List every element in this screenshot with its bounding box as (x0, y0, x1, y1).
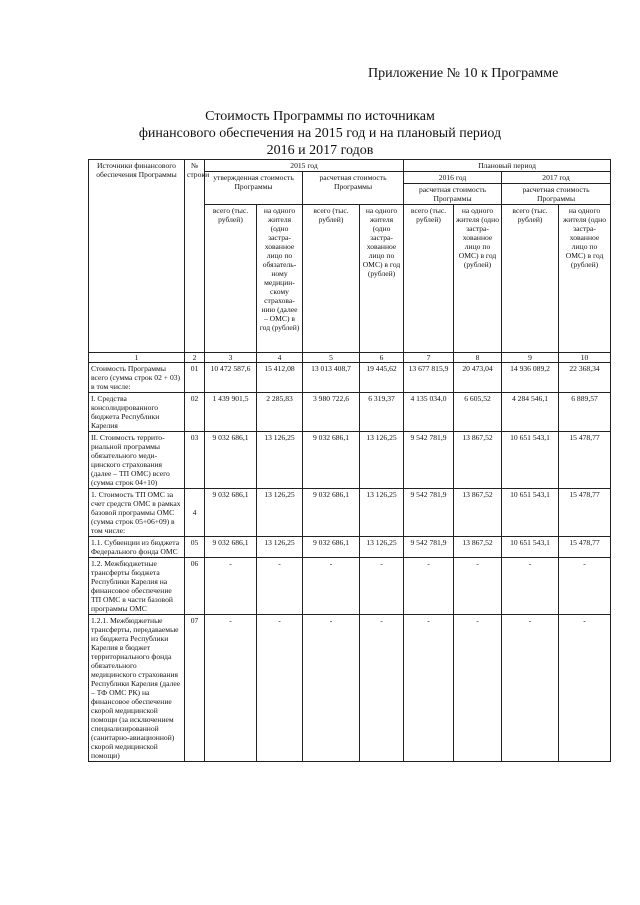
row-label: Стоимость Программы всего (сумма строк 02 + 03) в том числе: (89, 363, 185, 393)
cell-value: 6 889,57 (559, 393, 611, 432)
cell-value: 13 013 408,7 (303, 363, 360, 393)
row-label: 1.2.1. Межбюджетные трансферты, передаваемые из бюджета Республики Карелия в бюджет территориального фонда обязательного медицинского страхования Республики Карелия (далее – ТФ ОМС РК) на финансовое обеспечение скорой медицинской помощи (за исключением специализированной (санитарно-авиационной) скорой медицинской помощи) (89, 615, 185, 762)
header-year-2017: 2017 год (502, 172, 611, 184)
document-title (100, 108, 540, 159)
header-per-capita-calc: на одного жителя (одно застра-хованное лицо по ОМС) в год (рублей) (360, 205, 404, 353)
cell-value: 9 032 686,1 (205, 537, 257, 558)
cell-value: 13 126,25 (257, 537, 303, 558)
table-row (89, 615, 611, 762)
cell-value: 6 605,52 (454, 393, 502, 432)
cell-value: 10 651 543,1 (502, 537, 559, 558)
cell-value: - (502, 615, 559, 762)
title-line-1: Стоимость Программы по источникам (205, 109, 435, 124)
row-line-number: 03 (185, 432, 205, 489)
header-total-2017: всего (тыс. рублей) (502, 205, 559, 353)
cell-value: 14 936 089,2 (502, 363, 559, 393)
cell-value: 10 472 587,6 (205, 363, 257, 393)
column-number: 1 (89, 353, 185, 363)
cell-value: 4 284 546,1 (502, 393, 559, 432)
cost-table (88, 159, 611, 762)
cell-value: - (404, 615, 454, 762)
cell-value: 13 867,52 (454, 432, 502, 489)
cell-value: - (404, 558, 454, 615)
header-per-capita-2016: на одного жителя (одно застра-хованное лицо по ОМС) в год (рублей) (454, 205, 502, 353)
row-label: 1.1. Субвенции из бюджета Федерального фонда ОМС (89, 537, 185, 558)
row-line-number: 07 (185, 615, 205, 762)
header-planned-period: Плановый период (404, 160, 611, 172)
cell-value: 9 542 781,9 (404, 432, 454, 489)
cell-value: 13 867,52 (454, 537, 502, 558)
cell-value: - (502, 558, 559, 615)
column-number: 8 (454, 353, 502, 363)
table-row (89, 393, 611, 432)
cell-value: 13 126,25 (360, 432, 404, 489)
row-label: 1.2. Межбюджетные трансферты бюджета Республики Карелия на финансовое обеспечение ТП ОМС в части базовой программы ОМС (89, 558, 185, 615)
column-number: 10 (559, 353, 611, 363)
cell-value: 15 478,77 (559, 537, 611, 558)
column-number: 2 (185, 353, 205, 363)
header-calc-cost-2016: расчетная стоимость Программы (404, 184, 502, 205)
cell-value: 19 445,62 (360, 363, 404, 393)
appendix-label: Приложение № 10 к Программе (368, 66, 559, 81)
table-row (89, 432, 611, 489)
cell-value: 22 368,34 (559, 363, 611, 393)
cell-value: 15 478,77 (559, 489, 611, 537)
cell-value: 13 126,25 (257, 489, 303, 537)
header-year-2015: 2015 год (205, 160, 404, 172)
cell-value: 10 651 543,1 (502, 489, 559, 537)
cell-value: - (559, 558, 611, 615)
cell-value: - (559, 615, 611, 762)
title-line-3: 2016 и 2017 годов (266, 143, 374, 158)
cell-value: 10 651 543,1 (502, 432, 559, 489)
cell-value: 9 542 781,9 (404, 489, 454, 537)
row-line-number: 02 (185, 393, 205, 432)
cell-value: - (257, 615, 303, 762)
cell-value: 9 032 686,1 (205, 432, 257, 489)
header-year-2016: 2016 год (404, 172, 502, 184)
header-per-capita-approved: на одного жителя (одно застра-хованное лицо по обязатель-ному медицин-скому страхова-нию (далее – ОМС) в год (рублей) (257, 205, 303, 353)
cell-value: 15 478,77 (559, 432, 611, 489)
column-number: 9 (502, 353, 559, 363)
column-number: 7 (404, 353, 454, 363)
row-label: 1. Стоимость ТП ОМС за счет средств ОМС в рамках базовой программы ОМС (сумма строк 05+06+09) в том числе: (89, 489, 185, 537)
cell-value: 13 867,52 (454, 489, 502, 537)
cell-value: 13 677 815,9 (404, 363, 454, 393)
row-line-number: 01 (185, 363, 205, 393)
cell-value: - (360, 615, 404, 762)
header-total-calc: всего (тыс. рублей) (303, 205, 360, 353)
cell-value: 13 126,25 (257, 432, 303, 489)
row-line-number: 06 (185, 558, 205, 615)
table-row (89, 558, 611, 615)
header-total-2016: всего (тыс. рублей) (404, 205, 454, 353)
header-sources: Источники финансового обеспечения Программы (89, 160, 185, 353)
cell-value: - (454, 558, 502, 615)
title-line-2: финансового обеспечения на 2015 год и на плановый период (138, 126, 502, 141)
cell-value: 15 412,08 (257, 363, 303, 393)
header-line-no: № строки (185, 160, 205, 353)
cell-value: 2 285,83 (257, 393, 303, 432)
cell-value: 9 032 686,1 (303, 489, 360, 537)
column-number: 6 (360, 353, 404, 363)
column-number: 5 (303, 353, 360, 363)
table-row (89, 489, 611, 537)
cell-value: 1 439 901,5 (205, 393, 257, 432)
cell-value: 9 542 781,9 (404, 537, 454, 558)
header-total-approved: всего (тыс. рублей) (205, 205, 257, 353)
cell-value: 9 032 686,1 (303, 432, 360, 489)
column-number: 4 (257, 353, 303, 363)
cell-value: - (257, 558, 303, 615)
cell-value: 6 319,37 (360, 393, 404, 432)
cell-value: - (303, 615, 360, 762)
cell-value: 9 032 686,1 (205, 489, 257, 537)
cell-value: - (303, 558, 360, 615)
header-per-capita-2017: на одного жителя (одно застра-хованное лицо по ОМС) в год (рублей) (559, 205, 611, 353)
cell-value: 20 473,04 (454, 363, 502, 393)
column-number: 3 (205, 353, 257, 363)
cell-value: - (205, 558, 257, 615)
cell-value: - (205, 615, 257, 762)
table-row (89, 537, 611, 558)
header-approved-cost: утвержденная стоимость Программы (205, 172, 303, 205)
cell-value: 13 126,25 (360, 489, 404, 537)
table-row (89, 363, 611, 393)
row-label: I. Средства консолидированного бюджета Республики Карелия (89, 393, 185, 432)
header-calc-cost-2017: расчетная стоимость Программы (502, 184, 611, 205)
cell-value: 9 032 686,1 (303, 537, 360, 558)
row-line-number: 05 (185, 537, 205, 558)
cell-value: 4 135 034,0 (404, 393, 454, 432)
cell-value: - (360, 558, 404, 615)
cell-value: 3 980 722,6 (303, 393, 360, 432)
header-calc-cost: расчетная стоимость Программы (303, 172, 404, 205)
row-label: II. Стоимость террито-риальной программы обязательного меди-цинского страхования (далее – ТП ОМС) всего (сумма строк 04+10) (89, 432, 185, 489)
row-line-number: 4 (185, 489, 205, 537)
column-number-row (89, 353, 611, 363)
cell-value: 13 126,25 (360, 537, 404, 558)
cell-value: - (454, 615, 502, 762)
